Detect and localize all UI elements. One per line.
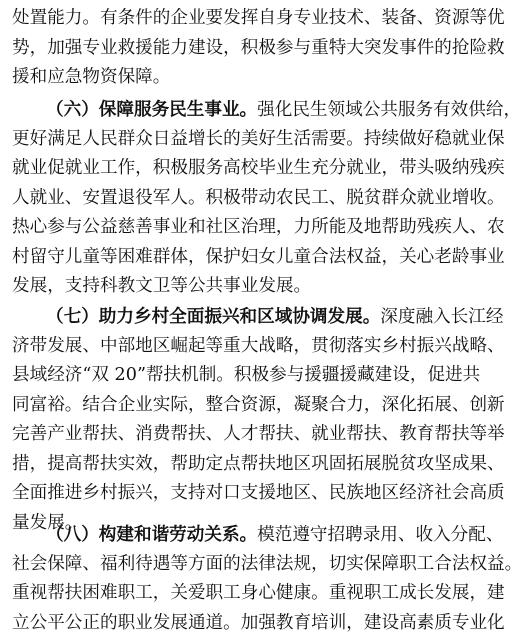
text-line: 援和应急物资保障。 [12, 67, 171, 87]
paragraph-capability [0, 4, 505, 93]
text-line: 发展，支持科教文卫等公共事业发展。 [12, 276, 312, 296]
text-line [0, 520, 504, 550]
text-line: 量发展。 [12, 512, 83, 533]
text-line: 人就业、安置退役军人。积极带动农民工、脱贫群众就业增收。 [12, 187, 505, 208]
text-line: 势，加强专业救援能力建设，积极参与重特大突发事件的抢险救 [12, 37, 505, 58]
text-line: 济带发展、中部地区崛起等重大战略，贯彻落实乡村振兴战略、 [12, 335, 505, 356]
paragraph-heading: （七）助力乡村全面振兴和区域协调发展。 [46, 306, 381, 327]
paragraph-6-livelihood [0, 95, 522, 302]
text-line: 重视帮扶困难职工，关爱职工身心健康。重视职工成长发展，建 [12, 583, 505, 603]
paragraph-heading: （六）保障服务民生事业。 [46, 99, 258, 120]
heading-continuation: 模范遵守招聘录用、收入分配、 [257, 525, 504, 545]
text-line [0, 302, 504, 332]
text-line: 热心参与公益慈善事业和社区治理，力所能及地帮助残疾人、农 [12, 217, 505, 237]
heading-continuation: 强化民生领域公共服务有效供给， [257, 100, 522, 120]
text-line: 处置能力。有条件的企业要发挥自身专业技术、装备、资源等优 [12, 8, 505, 28]
text-line: 县域经济“双 20”帮扶机制。积极参与援疆援藏建设，促进共 [12, 365, 481, 385]
text-line: 同富裕。结合企业实际，整合资源，凝聚合力，深化拓展、创新 [12, 394, 505, 415]
text-line: 就业促就业工作，积极服务高校毕业生充分就业，带头吸纳残疾 [12, 158, 505, 178]
heading-continuation: 深度融入长江经 [380, 307, 504, 327]
text-line: 更好满足人民群众日益增长的美好生活需要。持续做好稳就业保 [12, 128, 505, 149]
text-line: 社会保障、福利待遇等方面的法律法规，切实保障职工合法权益。 [12, 553, 522, 574]
text-line: 全面推进乡村振兴，支持对口支援地区、民族地区经济社会高质 [12, 483, 505, 503]
text-line: 村留守儿童等困难群体，保护妇女儿童合法权益，关心老龄事业 [12, 246, 505, 267]
text-line: 措，提高帮扶实效，帮助定点帮扶地区巩固拓展脱贫攻坚成果、 [12, 453, 505, 474]
paragraph-7-rural-revitalization [0, 302, 505, 538]
paragraph-8-labor-relations [0, 520, 522, 638]
text-line: 立公平公正的职业发展通道。加强教育培训，建设高素质专业化 [12, 612, 505, 633]
paragraph-heading: （八）构建和谐劳动关系。 [46, 524, 258, 545]
text-line: 完善产业帮扶、消费帮扶、人才帮扶、就业帮扶、教育帮扶等举 [12, 424, 505, 444]
text-line [0, 95, 522, 125]
